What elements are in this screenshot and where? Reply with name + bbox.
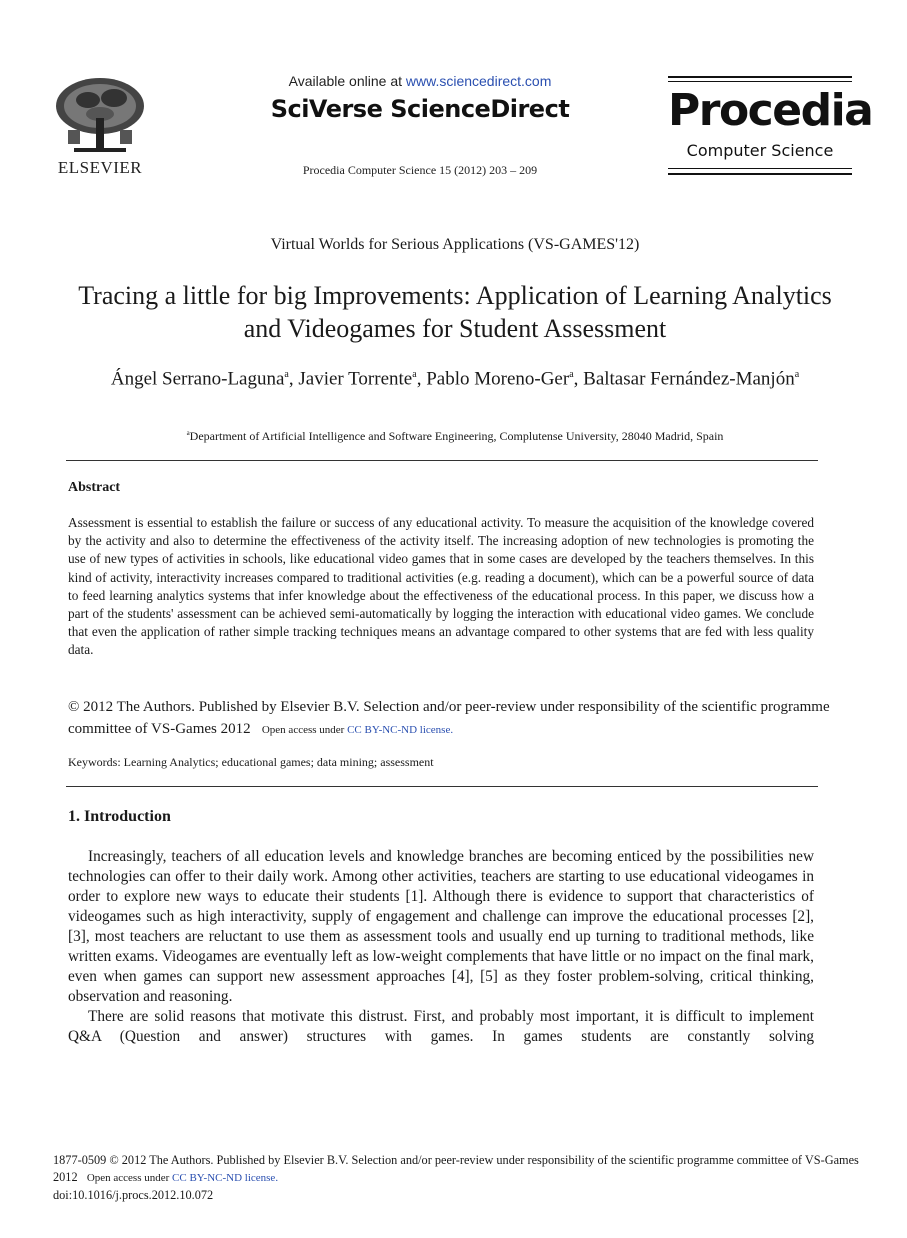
affiliation-mark: a (186, 429, 190, 437)
available-online-line (230, 73, 610, 89)
author: Javier Torrente (298, 368, 413, 390)
open-access-prefix: Open access under (261, 724, 348, 736)
body-paragraph: Increasingly, teachers of all education levels and knowledge branches are becoming enticed by the possibilities new technologies can offer to their daily work. Among other activities, teachers are starting to use educational videogames in order to explore new ways to educate their students [1]. Although there is evidence to support that characteristics of videogames such as high interactivity, supply of engagement and challenge can improve the educational processes [2], [3], most teachers are reluctant to use them as assessment tools and usually end up turning to traditional methods, like written exams. Videogames are eventually left as low-weight complements that have little or no impact on the final mark, even when games can support new assessment approaches [4], [5] as they foster problem-solving, critical thinking, observation and reasoning. (68, 848, 814, 1005)
affiliation-text: Department of Artificial Intelligence and Software Engineering, Complutense University, 28040 Madrid, Spain (189, 429, 724, 443)
journal-reference: Procedia Computer Science 15 (2012) 203 – 209 (302, 163, 538, 177)
author: Baltasar Fernández-Manjón (583, 368, 795, 390)
author-separator: , (416, 368, 427, 390)
keywords: Keywords: Learning Analytics; educational games; data mining; assessment (68, 755, 434, 769)
author: Pablo Moreno-Ger (426, 368, 570, 390)
procedia-title: Procedia (668, 85, 873, 136)
license-link[interactable]: CC BY-NC-ND license. (347, 724, 454, 736)
section-heading: 1. Introduction (68, 808, 171, 825)
author-affiliation-mark: a (569, 369, 574, 380)
conference-name: Virtual Worlds for Serious Applications (VS-GAMES'12) (270, 236, 640, 253)
footer (53, 1152, 863, 1204)
procedia-top-rule-thin (668, 81, 852, 82)
footer-copyright: 1877-0509 © 2012 The Authors. Published by Elsevier B.V. Selection and/or peer-review under responsibility of the scientific programme committee of VS-Games 2012 (53, 1153, 859, 1184)
author-separator: , (288, 368, 299, 390)
author-affiliation-mark: a (284, 369, 289, 380)
footer-license-link[interactable]: CC BY-NC-ND license. (172, 1172, 279, 1184)
author-list (60, 362, 850, 392)
affiliation (60, 429, 850, 444)
copyright-text: © 2012 The Authors. Published by Elsevier B.V. Selection and/or peer-review under responsibility of the scientific programme committee of VS-Games 2012 (68, 699, 830, 737)
footer-open-access-prefix: Open access under (86, 1172, 173, 1184)
paper-title: Tracing a little for big Improvements: Application of Learning Analytics and Videogames for Student Assessment (78, 281, 832, 343)
available-prefix: Available online at (288, 73, 406, 89)
procedia-top-rule (668, 76, 852, 78)
procedia-logo (668, 76, 873, 175)
abstract-heading: Abstract (68, 480, 121, 495)
doi: doi:10.1016/j.procs.2012.10.072 (53, 1188, 214, 1202)
sciverse-sciencedirect-logo: SciVerse ScienceDirect (270, 95, 570, 123)
elsevier-wordmark: ELSEVIER (57, 158, 143, 177)
author-separator: , (573, 368, 584, 390)
divider-top (66, 460, 818, 461)
author-affiliation-mark: a (412, 369, 417, 380)
procedia-subtitle: Computer Science (686, 141, 834, 160)
procedia-bottom-rule-thin (668, 168, 852, 169)
author-affiliation-mark: a (794, 369, 800, 380)
divider-keywords (66, 786, 818, 787)
abstract-text: Assessment is essential to establish the failure or success of any educational activity. To measure the acquisition of the knowledge covered by the activity and also to determine the effectiveness of the activity itself. The increasing adoption of new technologies is promoting the use of new types of activities in schools, like educational video games that in some cases are developed by the teachers themselves. In this kind of activity, interactivity increases compared to traditional activities (e.g. reading a document), which can be a powerful source of data to feed learning analytics systems that infer knowledge about the effectiveness of the educational process. In this paper, we discuss how a part of the students' assessment can be achieved semi-automatically by logging the interaction with educational video games. We conclude that even the application of rather simple tracking techniques means an advantage compared to other systems that are fed with less quality data. (68, 515, 814, 658)
procedia-bottom-rule (668, 173, 852, 175)
body-paragraph: There are solid reasons that motivate this distrust. First, and probably most important, it is difficult to implement Q&A (Question and answer) structures with games. In games students are constantly solving (68, 1008, 814, 1045)
sciencedirect-link[interactable]: www.sciencedirect.com (405, 73, 552, 89)
copyright-notice (68, 696, 834, 741)
author: Ángel Serrano-Laguna (110, 368, 285, 390)
